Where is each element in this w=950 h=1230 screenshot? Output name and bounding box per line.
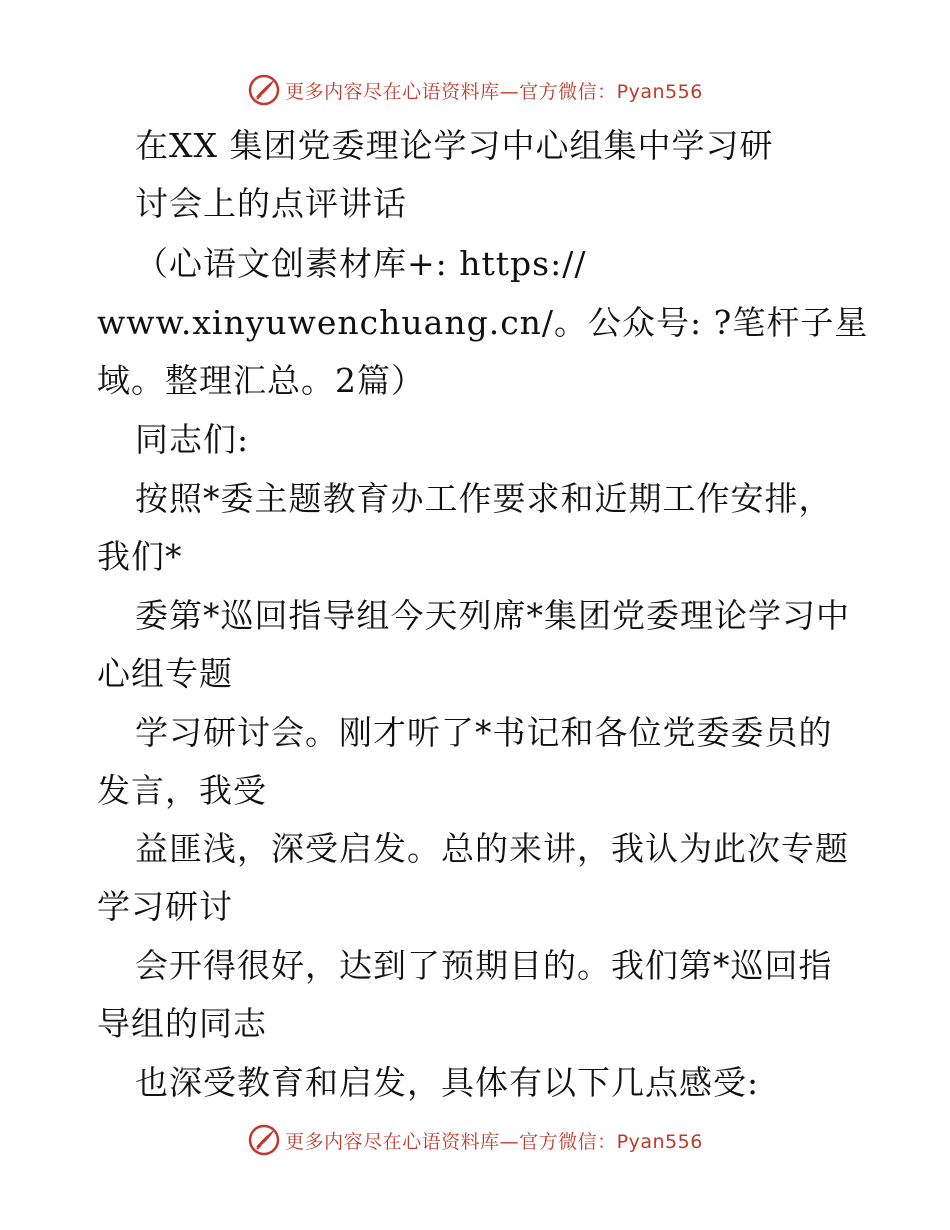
quill-pen-logo-icon [247,1123,281,1157]
header-watermark [0,70,950,110]
body-line-9: 会开得很好，达到了预期目的。我们第*巡回指 [135,946,833,985]
body-line-7: 益匪浅，深受启发。总的来讲，我认为此次专题 [135,829,849,868]
title-line-1: 在XX 集团党委理论学习中心组集中学习研 [135,126,774,165]
body-line-5: 学习研讨会。刚才听了*书记和各位党委委员的 [135,713,833,752]
watermark-text: 更多内容尽在心语资料库—官方微信：Pyan556 [285,1130,703,1153]
quill-pen-logo-icon [247,73,281,107]
body-line-2: 我们* [97,537,183,576]
source-line-1: （心语文创素材库+: https:// [135,244,587,283]
body-line-11: 也深受教育和启发，具体有以下几点感受: [135,1063,760,1102]
source-line-3: 域。整理汇总。2篇） [97,361,425,400]
body-line-8: 学习研讨 [97,887,233,926]
body-line-3: 委第*巡回指导组今天列席*集团党委理论学习中 [135,596,850,635]
body-line-4: 心组专题 [97,654,233,693]
body-line-10: 导组的同志 [97,1004,267,1043]
body-line-1: 按照*委主题教育办工作要求和近期工作安排， [135,479,833,518]
title-line-2: 讨会上的点评讲话 [135,184,407,223]
footer-watermark [0,1120,950,1160]
body-line-6: 发言，我受 [97,771,267,810]
watermark-text: 更多内容尽在心语资料库—官方微信：Pyan556 [285,80,703,103]
source-line-2: www.xinyuwenchuang.cn/。公众号: ?笔杆子星 [97,303,869,342]
salutation: 同志们: [135,420,250,459]
